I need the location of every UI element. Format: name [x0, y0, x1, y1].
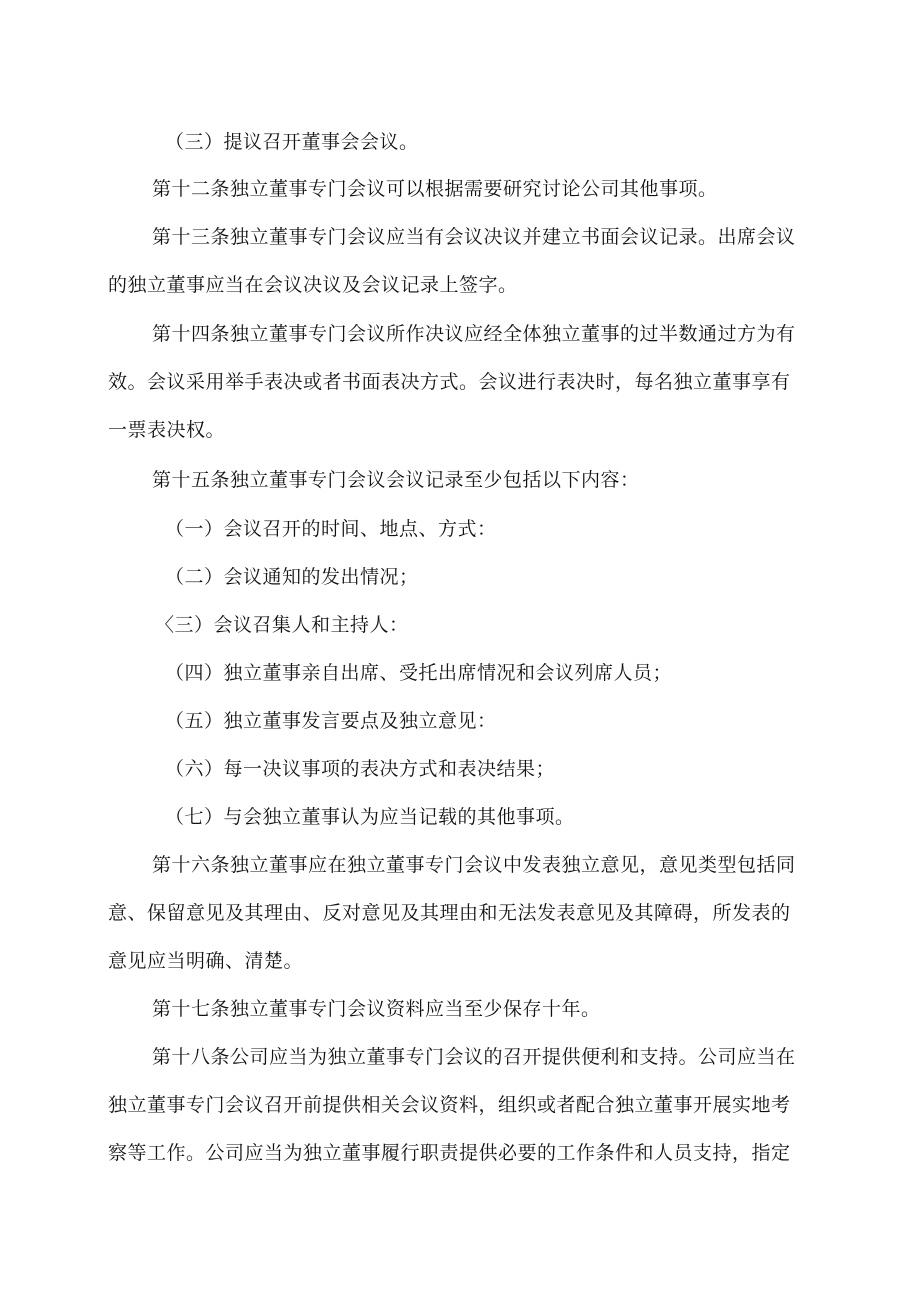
list-item: 〈三）会议召集人和主持人：	[155, 614, 409, 636]
list-item: （五）独立董事发言要点及独立意见：	[165, 710, 497, 732]
article-17: 第十七条独立董事专门会议资料应当至少保存十年。	[152, 998, 601, 1020]
article-15: 第十五条独立董事专门会议会议记录至少包括以下内容：	[152, 469, 640, 491]
article-13: 第十三条独立董事专门会议应当有会议决议并建立书面会议记录。出席会议的独立董事应当在会议决议及会议记录上签字。	[108, 226, 796, 296]
article-16: 第十六条独立董事应在独立董事专门会议中发表独立意见，意见类型包括同意、保留意见及其理由、反对意见及其理由和无法发表意见及其障碍，所发表的意见应当明确、清楚。	[108, 854, 796, 972]
list-item: （四）独立董事亲自出席、受托出席情况和会议列席人员；	[165, 662, 673, 684]
list-item: （二）会议通知的发出情况；	[165, 566, 419, 588]
list-item: （三）提议召开董事会会议。	[165, 131, 419, 153]
list-item: （六）每一决议事项的表决方式和表决结果；	[165, 758, 556, 780]
list-item: （一）会议召开的时间、地点、方式：	[165, 518, 497, 540]
article-14: 第十四条独立董事专门会议所作决议应经全体独立董事的过半数通过方为有效。会议采用举手表决或者书面表决方式。会议进行表决时，每名独立董事享有一票表决权。	[108, 323, 796, 441]
article-18: 第十八条公司应当为独立董事专门会议的召开提供便利和支持。公司应当在独立董事专门会议召开前提供相关会议资料，组织或者配合独立董事开展实地考察等工作。公司应当为独立董事履行职责提供必要的工作条件和人员支持，指定	[108, 1046, 796, 1164]
list-item: （七）与会独立董事认为应当记载的其他事项。	[165, 806, 575, 828]
article-12: 第十二条独立董事专门会议可以根据需要研究讨论公司其他事项。	[152, 178, 718, 200]
